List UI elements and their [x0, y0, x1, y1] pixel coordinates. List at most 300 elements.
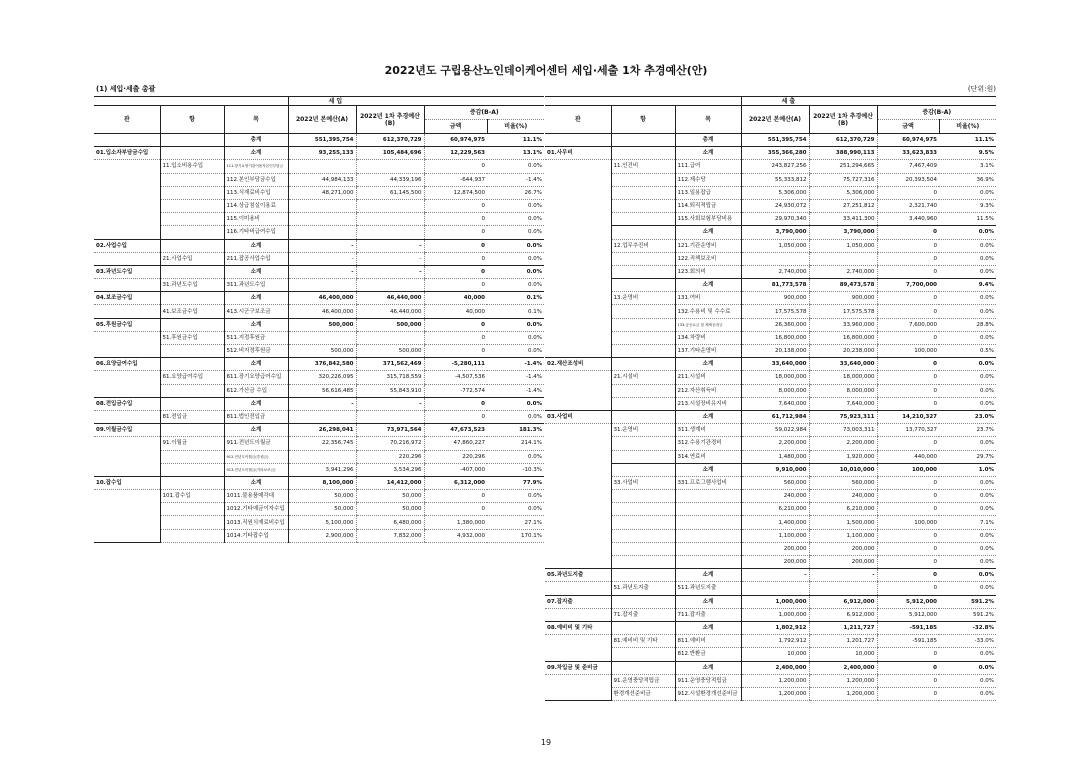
- budget-rev1-cell: -: [356, 397, 424, 410]
- diff-ratio-cell: 7.1%: [939, 516, 996, 529]
- diff-amount-cell: 0: [424, 331, 487, 344]
- diff-ratio-cell: 0.0%: [939, 529, 996, 542]
- budget-2022-cell: -: [741, 569, 809, 582]
- gwan-cell: [545, 305, 611, 318]
- gwan-cell: [545, 635, 611, 648]
- hang-cell: [160, 516, 224, 529]
- diff-amount-cell: -591,185: [877, 635, 939, 648]
- revenue-table: [94, 96, 544, 543]
- table-row: [94, 490, 544, 503]
- budget-2022-cell: 44,984,133: [288, 173, 356, 186]
- diff-ratio-cell: 0.0%: [939, 582, 996, 595]
- gwan-cell: [94, 134, 160, 147]
- diff-ratio-cell: 0.0%: [939, 569, 996, 582]
- budget-rev1-cell: 1,920,000: [809, 450, 877, 463]
- budget-rev1-cell: [356, 279, 424, 292]
- diff-amount-cell: 0: [877, 490, 939, 503]
- mok-cell: 소계: [224, 476, 288, 489]
- diff-amount-cell: 0: [877, 384, 939, 397]
- budget-2022-cell: 2,200,000: [741, 437, 809, 450]
- mok-cell: 211.시설비: [675, 371, 741, 384]
- mok-cell: 소계: [675, 595, 741, 608]
- diff-ratio-cell: -1.4%: [487, 358, 544, 371]
- diff-amount-cell: 0: [877, 582, 939, 595]
- budget-2022-cell: 8,000,000: [741, 384, 809, 397]
- table-row: [94, 397, 544, 410]
- mok-cell: 116.기타비급여수입: [224, 226, 288, 239]
- budget-rev1-cell: 70,216,972: [356, 437, 424, 450]
- hang-cell: [611, 199, 675, 212]
- mok-cell: [675, 529, 741, 542]
- table-row: [94, 239, 544, 252]
- budget-rev1-cell: 251,294,665: [809, 160, 877, 173]
- col-diff: 증감(B-A): [877, 106, 996, 120]
- diff-amount-cell: 0: [877, 476, 939, 489]
- mok-cell: 1012.기타예금이자수입: [224, 503, 288, 516]
- budget-2022-cell: -: [288, 397, 356, 410]
- hang-cell: 11.인건비: [611, 160, 675, 173]
- table-row: [94, 305, 544, 318]
- diff-amount-cell: 0: [877, 292, 939, 305]
- hang-cell: [611, 397, 675, 410]
- gwan-cell: [94, 331, 160, 344]
- hang-cell: [611, 503, 675, 516]
- diff-amount-cell: 33,623,833: [877, 147, 939, 160]
- col-budget-2022: 2022년 본예산(A): [741, 106, 809, 134]
- table-row: [94, 318, 544, 331]
- table-row: [545, 595, 996, 608]
- gwan-cell: [545, 292, 611, 305]
- table-row: [545, 556, 996, 569]
- gwan-cell: 09.차입금 및 준비금: [545, 661, 611, 674]
- mok-cell: 612.가산금 수입: [224, 384, 288, 397]
- budget-rev1-cell: 315,718,559: [356, 371, 424, 384]
- expenditure-table: [545, 96, 996, 701]
- budget-rev1-cell: 500,000: [356, 345, 424, 358]
- col-gwan: 관: [94, 106, 160, 134]
- diff-amount-cell: 60,974,975: [877, 134, 939, 147]
- diff-amount-cell: 0: [424, 410, 487, 423]
- budget-rev1-cell: -: [356, 252, 424, 265]
- hang-cell: [611, 648, 675, 661]
- diff-ratio-cell: 1.0%: [939, 463, 996, 476]
- hang-cell: [160, 292, 224, 305]
- hang-cell: [611, 265, 675, 278]
- diff-ratio-cell: 0.0%: [939, 542, 996, 555]
- budget-rev1-cell: 46,440,000: [356, 305, 424, 318]
- diff-ratio-cell: 0.0%: [939, 384, 996, 397]
- col-mok: 목: [224, 106, 288, 134]
- gwan-cell: [94, 252, 160, 265]
- hang-cell: [611, 595, 675, 608]
- budget-rev1-cell: 1,211,727: [809, 621, 877, 634]
- diff-ratio-cell: 0.0%: [487, 252, 544, 265]
- table-row: [94, 424, 544, 437]
- diff-amount-cell: 0: [424, 397, 487, 410]
- budget-2022-cell: 240,000: [741, 490, 809, 503]
- mok-cell: 소계: [224, 397, 288, 410]
- gwan-cell: [545, 648, 611, 661]
- gwan-cell: [94, 345, 160, 358]
- table-row: [545, 648, 996, 661]
- budget-2022-cell: -: [288, 252, 356, 265]
- budget-rev1-cell: 61,145,500: [356, 186, 424, 199]
- gwan-cell: 08.예비비 및 기타: [545, 621, 611, 634]
- budget-2022-cell: 1,000,000: [741, 595, 809, 608]
- diff-amount-cell: 0: [877, 305, 939, 318]
- budget-rev1-cell: [809, 582, 877, 595]
- budget-2022-cell: 500,000: [288, 345, 356, 358]
- revenue-group-header: [94, 97, 288, 106]
- diff-amount-cell: 0: [877, 252, 939, 265]
- hang-cell: 11.입소비용수입: [160, 160, 224, 173]
- table-row: [545, 199, 996, 212]
- hang-cell: [611, 463, 675, 476]
- budget-rev1-cell: 50,000: [356, 490, 424, 503]
- gwan-cell: [545, 437, 611, 450]
- budget-2022-cell: 2,900,000: [288, 529, 356, 542]
- table-row: [94, 476, 544, 489]
- budget-2022-cell: 560,000: [741, 476, 809, 489]
- diff-ratio-cell: 26.7%: [487, 186, 544, 199]
- mok-cell: [675, 503, 741, 516]
- diff-amount-cell: 440,000: [877, 450, 939, 463]
- budget-rev1-cell: 1,201,727: [809, 635, 877, 648]
- budget-2022-cell: 376,842,580: [288, 358, 356, 371]
- hang-cell: [160, 529, 224, 542]
- hang-cell: [160, 450, 224, 463]
- hang-cell: [611, 134, 675, 147]
- mok-cell: 134.차량비: [675, 331, 741, 344]
- table-row: [94, 265, 544, 278]
- table-row: [94, 186, 544, 199]
- gwan-cell: [545, 173, 611, 186]
- expenditure-group-header-label: 세 출: [741, 97, 996, 106]
- table-row: [545, 305, 996, 318]
- gwan-cell: 06.요양급여수입: [94, 358, 160, 371]
- budget-2022-cell: 61,712,984: [741, 410, 809, 423]
- table-row: [545, 213, 996, 226]
- hang-cell: [611, 569, 675, 582]
- hang-cell: [611, 529, 675, 542]
- budget-rev1-cell: 7,832,000: [356, 529, 424, 542]
- mok-cell: 123.회의비: [675, 265, 741, 278]
- hang-cell: [611, 556, 675, 569]
- budget-2022-cell: 1,400,000: [741, 516, 809, 529]
- diff-ratio-cell: 0.0%: [487, 331, 544, 344]
- diff-ratio-cell: 0.0%: [487, 226, 544, 239]
- table-row: [545, 661, 996, 674]
- table-row: [545, 358, 996, 371]
- budget-2022-cell: 46,400,000: [288, 305, 356, 318]
- hang-cell: [611, 450, 675, 463]
- mok-cell: 812.반환금: [675, 648, 741, 661]
- diff-amount-cell: 5,912,000: [877, 608, 939, 621]
- budget-2022-cell: 46,400,000: [288, 292, 356, 305]
- hang-cell: 81.예비비 및 기타: [611, 635, 675, 648]
- hang-cell: 33.사업비: [611, 476, 675, 489]
- hang-cell: [611, 213, 675, 226]
- diff-amount-cell: 40,000: [424, 292, 487, 305]
- gwan-cell: [545, 674, 611, 687]
- mok-cell: 112.본인부담금수입: [224, 173, 288, 186]
- table-row: [94, 331, 544, 344]
- diff-amount-cell: 0: [877, 648, 939, 661]
- hang-cell: [160, 384, 224, 397]
- gwan-cell: [94, 305, 160, 318]
- budget-2022-cell: 320,226,095: [288, 371, 356, 384]
- table-row: [545, 582, 996, 595]
- gwan-cell: [545, 542, 611, 555]
- budget-rev1-cell: 18,000,000: [809, 371, 877, 384]
- budget-rev1-cell: 5,306,000: [809, 186, 877, 199]
- budget-rev1-cell: 1,050,000: [809, 239, 877, 252]
- budget-2022-cell: 26,360,000: [741, 318, 809, 331]
- gwan-cell: 04.보조금수입: [94, 292, 160, 305]
- budget-rev1-cell: 33,411,300: [809, 213, 877, 226]
- diff-amount-cell: 6,312,000: [424, 476, 487, 489]
- diff-ratio-cell: 0.0%: [487, 279, 544, 292]
- gwan-cell: [545, 687, 611, 700]
- table-row: [545, 542, 996, 555]
- diff-amount-cell: 0: [877, 331, 939, 344]
- mok-cell: 소계: [224, 292, 288, 305]
- diff-ratio-cell: 0.0%: [487, 397, 544, 410]
- gwan-cell: [545, 265, 611, 278]
- mok-cell: 소계: [224, 147, 288, 160]
- table-row: [545, 331, 996, 344]
- diff-ratio-cell: 591.2%: [939, 608, 996, 621]
- mok-cell: 212.자산취득비: [675, 384, 741, 397]
- mok-cell: 소계: [675, 621, 741, 634]
- mok-cell: 331.프로그램사업비: [675, 476, 741, 489]
- budget-2022-cell: 1,200,000: [741, 674, 809, 687]
- hang-cell: [160, 476, 224, 489]
- mok-cell: 115.이미용비: [224, 213, 288, 226]
- hang-cell: [611, 516, 675, 529]
- table-row: [545, 186, 996, 199]
- diff-amount-cell: 0: [877, 687, 939, 700]
- budget-rev1-cell: 27,251,812: [809, 199, 877, 212]
- budget-2022-cell: 16,800,000: [741, 331, 809, 344]
- diff-amount-cell: 0: [424, 490, 487, 503]
- budget-rev1-cell: [356, 213, 424, 226]
- diff-amount-cell: 100,000: [877, 516, 939, 529]
- diff-ratio-cell: 23.0%: [939, 410, 996, 423]
- budget-rev1-cell: 20,238,000: [809, 345, 877, 358]
- budget-rev1-cell: -: [809, 569, 877, 582]
- col-budget-rev1: 2022년 1차 추경예산(B): [356, 106, 424, 134]
- table-row: [545, 476, 996, 489]
- budget-2022-cell: 1,802,912: [741, 621, 809, 634]
- diff-ratio-cell: 0.0%: [487, 345, 544, 358]
- budget-2022-cell: -: [288, 239, 356, 252]
- table-row: [545, 635, 996, 648]
- table-row: [545, 226, 996, 239]
- gwan-cell: 10.잡수입: [94, 476, 160, 489]
- col-diff-ratio: 비율(%): [939, 120, 996, 134]
- budget-2022-cell: 50,000: [288, 490, 356, 503]
- diff-amount-cell: 7,700,000: [877, 279, 939, 292]
- diff-amount-cell: 0: [424, 252, 487, 265]
- budget-2022-cell: 93,255,133: [288, 147, 356, 160]
- gwan-cell: 08.전입금수입: [94, 397, 160, 410]
- document-title: 2022년도 구립용산노인데이케어센터 세입·세출 1차 추경예산(안): [384, 64, 708, 77]
- hang-cell: [611, 186, 675, 199]
- budget-rev1-cell: 14,412,000: [356, 476, 424, 489]
- diff-amount-cell: -407,000: [424, 463, 487, 476]
- diff-ratio-cell: 0.0%: [939, 226, 996, 239]
- mok-cell: 소계: [224, 239, 288, 252]
- hang-cell: [611, 147, 675, 160]
- gwan-cell: [545, 371, 611, 384]
- diff-ratio-cell: 29.7%: [939, 450, 996, 463]
- hang-cell: 91.운영충당적립금: [611, 674, 675, 687]
- diff-ratio-cell: 0.1%: [487, 292, 544, 305]
- budget-2022-cell: 26,298,041: [288, 424, 356, 437]
- budget-rev1-cell: 7,640,000: [809, 397, 877, 410]
- table-row: [545, 424, 996, 437]
- gwan-cell: 02.사업수입: [94, 239, 160, 252]
- gwan-cell: [94, 516, 160, 529]
- budget-2022-cell: [288, 160, 356, 173]
- diff-amount-cell: -4,507,536: [424, 371, 487, 384]
- budget-2022-cell: 8,100,000: [288, 476, 356, 489]
- budget-2022-cell: 48,271,000: [288, 186, 356, 199]
- diff-ratio-cell: 11.1%: [487, 134, 544, 147]
- mok-cell: 소계: [675, 226, 741, 239]
- diff-ratio-cell: 0.0%: [939, 661, 996, 674]
- col-mok: 목: [675, 106, 741, 134]
- hang-cell: 환경개선준비금: [611, 687, 675, 700]
- budget-rev1-cell: 2,740,000: [809, 265, 877, 278]
- diff-amount-cell: -772,574: [424, 384, 487, 397]
- hang-cell: [160, 463, 224, 476]
- gwan-cell: 05.과년도지출: [545, 569, 611, 582]
- table-row: [94, 292, 544, 305]
- table-row: [94, 345, 544, 358]
- diff-ratio-cell: 181.3%: [487, 424, 544, 437]
- table-row: [94, 358, 544, 371]
- budget-2022-cell: 3,941,296: [288, 463, 356, 476]
- diff-amount-cell: 12,229,563: [424, 147, 487, 160]
- diff-amount-cell: 0: [424, 160, 487, 173]
- budget-2022-cell: [288, 199, 356, 212]
- mok-cell: 133.공공요금 및 제세공과금: [675, 318, 741, 331]
- hang-cell: [611, 318, 675, 331]
- budget-rev1-cell: 46,440,000: [356, 292, 424, 305]
- diff-amount-cell: 0: [424, 213, 487, 226]
- diff-ratio-cell: 0.0%: [487, 490, 544, 503]
- budget-2022-cell: [288, 450, 356, 463]
- diff-amount-cell: 0: [877, 661, 939, 674]
- gwan-cell: [94, 490, 160, 503]
- table-row: [545, 516, 996, 529]
- hang-cell: 31.운영비: [611, 424, 675, 437]
- budget-2022-cell: 1,200,000: [741, 687, 809, 700]
- mok-cell: 소계: [675, 410, 741, 423]
- mok-cell: 137.기타운영비: [675, 345, 741, 358]
- budget-2022-cell: 7,640,000: [741, 397, 809, 410]
- table-row: [94, 503, 544, 516]
- budget-rev1-cell: 900,000: [809, 292, 877, 305]
- mok-cell: 총계: [224, 134, 288, 147]
- diff-ratio-cell: 0.0%: [939, 358, 996, 371]
- hang-cell: [160, 147, 224, 160]
- table-row: [94, 252, 544, 265]
- gwan-cell: [545, 160, 611, 173]
- mok-cell: 소계: [224, 265, 288, 278]
- budget-2022-cell: 1,480,000: [741, 450, 809, 463]
- diff-ratio-cell: -32.8%: [939, 621, 996, 634]
- diff-amount-cell: 0: [877, 358, 939, 371]
- col-diff-ratio: 비율(%): [487, 120, 544, 134]
- col-diff-amount: 금액: [424, 120, 487, 134]
- diff-ratio-cell: 0.0%: [939, 305, 996, 318]
- mok-cell: 소계: [224, 358, 288, 371]
- hang-cell: [611, 437, 675, 450]
- revenue-group-header-label: 세 입: [288, 97, 544, 106]
- budget-rev1-cell: 6,480,000: [356, 516, 424, 529]
- mok-cell: 211.잡공사업수입: [224, 252, 288, 265]
- mok-cell: 1011.불용품매각대: [224, 490, 288, 503]
- hang-cell: [611, 542, 675, 555]
- gwan-cell: [545, 556, 611, 569]
- hang-cell: [611, 384, 675, 397]
- diff-ratio-cell: 0.0%: [939, 674, 996, 687]
- budget-rev1-cell: 3,790,000: [809, 226, 877, 239]
- hang-cell: [611, 621, 675, 634]
- table-row: [94, 371, 544, 384]
- budget-2022-cell: 551,395,754: [741, 134, 809, 147]
- hang-cell: [611, 410, 675, 423]
- diff-amount-cell: 0: [877, 186, 939, 199]
- budget-2022-cell: 18,000,000: [741, 371, 809, 384]
- budget-rev1-cell: [356, 331, 424, 344]
- budget-rev1-cell: 105,484,696: [356, 147, 424, 160]
- budget-rev1-cell: 33,960,000: [809, 318, 877, 331]
- hang-cell: [160, 239, 224, 252]
- mok-cell: [675, 556, 741, 569]
- mok-cell: 111.급여: [675, 160, 741, 173]
- table-row: [94, 134, 544, 147]
- expenditure-group-header: [545, 97, 741, 106]
- budget-2022-cell: [288, 213, 356, 226]
- budget-2022-cell: 1,000,000: [741, 608, 809, 621]
- gwan-cell: [545, 450, 611, 463]
- mok-cell: 113.일용잡급: [675, 186, 741, 199]
- diff-ratio-cell: 9.3%: [939, 199, 996, 212]
- mok-cell: 소계: [675, 358, 741, 371]
- diff-ratio-cell: 591.2%: [939, 595, 996, 608]
- mok-cell: 소계: [675, 569, 741, 582]
- budget-rev1-cell: 220,296: [356, 450, 424, 463]
- gwan-cell: [94, 199, 160, 212]
- mok-cell: 711.잡지출: [675, 608, 741, 621]
- table-row: [94, 279, 544, 292]
- hang-cell: [611, 252, 675, 265]
- gwan-cell: [545, 582, 611, 595]
- diff-ratio-cell: 0.0%: [939, 371, 996, 384]
- mok-cell: 511.과년도지출: [675, 582, 741, 595]
- diff-amount-cell: 40,000: [424, 305, 487, 318]
- mok-cell: 314.연료비: [675, 450, 741, 463]
- gwan-cell: [545, 331, 611, 344]
- table-row: [545, 450, 996, 463]
- mok-cell: [675, 490, 741, 503]
- gwan-cell: [94, 529, 160, 542]
- diff-ratio-cell: 0.0%: [939, 252, 996, 265]
